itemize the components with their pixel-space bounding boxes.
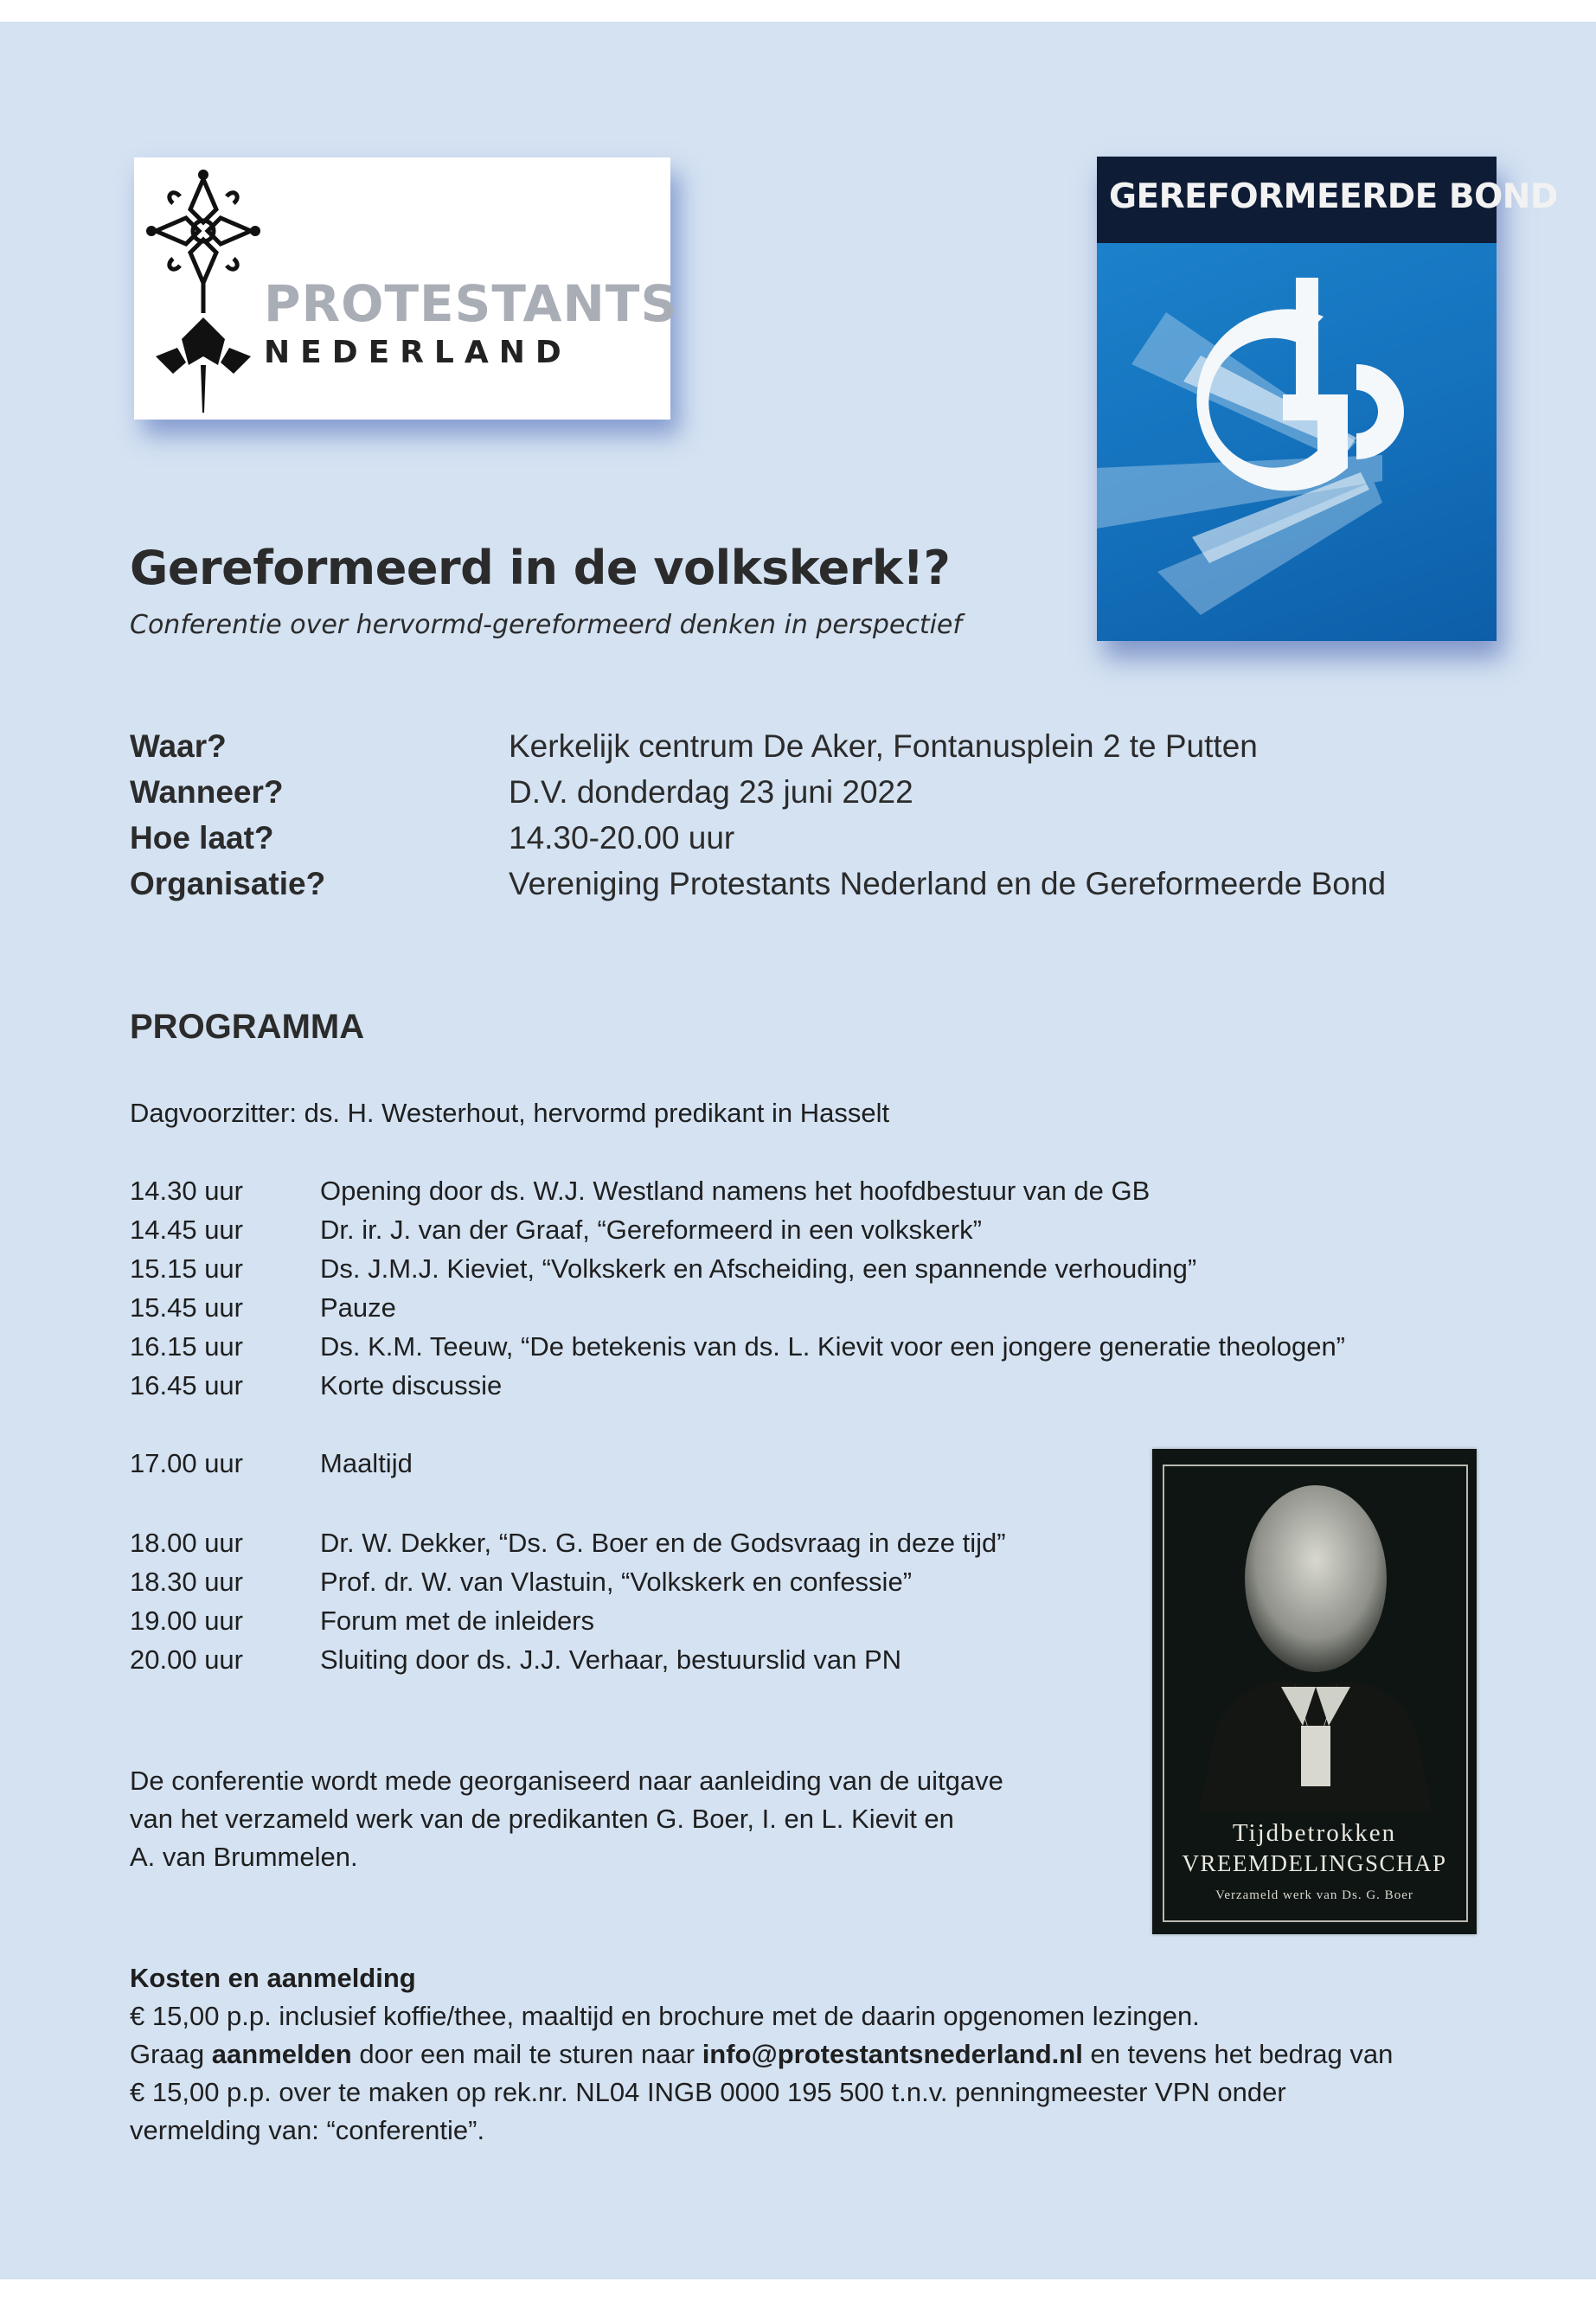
costs-line: € 15,00 p.p. over te maken op rek.nr. NL04 INGB 0000 195 500 t.n.v. penningmeester VPN onder [130, 2077, 1286, 2107]
register-emphasis: aanmelden [211, 2039, 352, 2069]
book-cover [1152, 1449, 1477, 1934]
schedule-time: 18.30 uur [130, 1567, 243, 1597]
schedule-desc: Maaltijd [320, 1448, 413, 1478]
schedule-desc: Prof. dr. W. van Vlastuin, “Volkskerk en confessie” [320, 1567, 913, 1597]
schedule-desc: Ds. J.M.J. Kieviet, “Volkskerk en Afscheiding, een spannende verhouding” [320, 1253, 1197, 1284]
logo-title: GEREFORMEERDE BOND [1109, 177, 1558, 216]
program-heading: PROGRAMMA [130, 1008, 365, 1046]
costs-line: vermelding van: “conferentie”. [130, 2115, 485, 2145]
schedule-time: 17.00 uur [130, 1448, 243, 1478]
paragraph-line: De conferentie wordt mede georganiseerd naar aanleiding van de uitgave [130, 1766, 1003, 1796]
schedule-time: 16.15 uur [130, 1331, 243, 1362]
schedule-desc: Dr. W. Dekker, “Ds. G. Boer en de Godsvraag in deze tijd” [320, 1528, 1006, 1558]
logo-wordmark-nederland: NEDERLAND [264, 335, 572, 370]
page-subtitle: Conferentie over hervormd-gereformeerd denken in perspectief [130, 610, 962, 640]
logo-title-bar [1097, 157, 1558, 243]
schedule-time: 14.45 uur [130, 1215, 243, 1245]
paragraph-line: van het verzameld werk van de predikanten G. Boer, I. en L. Kievit en [130, 1804, 954, 1834]
intro-paragraph [130, 1762, 1099, 1876]
huguenot-cross-icon [138, 162, 268, 421]
schedule-desc: Korte discussie [320, 1370, 503, 1400]
info-value: Vereniging Protestants Nederland en de Gereformeerde Bond [509, 866, 1387, 901]
costs-line-registration [130, 2035, 1393, 2073]
book-title-line2: VREEMDELINGSCHAP [1182, 1850, 1447, 1876]
info-value: 14.30-20.00 uur [509, 820, 735, 856]
email-link[interactable]: info@protestantsnederland.nl [702, 2039, 1083, 2069]
info-value: Kerkelijk centrum De Aker, Fontanusplein 2 te Putten [509, 728, 1258, 764]
book-title-line1: Tijdbetrokken [1232, 1819, 1397, 1847]
schedule-desc: Ds. K.M. Teeuw, “De betekenis van ds. L. Kievit voor een jongere generatie theologen” [320, 1331, 1346, 1362]
info-label: Hoe laat? [130, 820, 274, 856]
costs-text: Graag [130, 2039, 212, 2069]
schedule-desc: Sluiting door ds. J.J. Verhaar, bestuurslid van PN [320, 1644, 902, 1675]
flyer-page [0, 22, 1596, 2279]
schedule-time: 14.30 uur [130, 1176, 243, 1206]
costs-text: en tevens het bedrag van [1082, 2039, 1394, 2069]
info-label: Organisatie? [130, 866, 326, 901]
info-label: Waar? [130, 728, 227, 764]
costs-heading: Kosten en aanmelding [130, 1963, 416, 1993]
costs-section [130, 1959, 1393, 2150]
portrait-image [1164, 1466, 1465, 1812]
schedule-time: 15.15 uur [130, 1253, 243, 1284]
logo-wordmark-protestants: PROTESTANTS [264, 274, 678, 333]
schedule-time: 19.00 uur [130, 1606, 243, 1636]
schedule-time: 20.00 uur [130, 1644, 243, 1675]
schedule-time: 15.45 uur [130, 1292, 243, 1323]
protestants-nederland-logo [134, 157, 678, 420]
schedule-time: 16.45 uur [130, 1370, 243, 1400]
page-title: Gereformeerd in de volkskerk!? [130, 541, 951, 595]
book-subtitle: Verzameld werk van Ds. G. Boer [1215, 1888, 1413, 1902]
schedule-desc: Pauze [320, 1292, 396, 1323]
gb-monogram-icon [1097, 243, 1497, 641]
paragraph-line: A. van Brummelen. [130, 1842, 358, 1872]
costs-text: door een mail te sturen naar [351, 2039, 702, 2069]
schedule-desc: Dr. ir. J. van der Graaf, “Gereformeerd in een volkskerk” [320, 1215, 982, 1245]
costs-line: € 15,00 p.p. inclusief koffie/thee, maaltijd en brochure met de daarin opgenomen lezingen. [130, 2001, 1200, 2031]
schedule-desc: Forum met de inleiders [320, 1606, 595, 1636]
program-chair: Dagvoorzitter: ds. H. Westerhout, hervormd predikant in Hasselt [130, 1098, 890, 1128]
info-label: Wanneer? [130, 774, 284, 810]
info-value: D.V. donderdag 23 juni 2022 [509, 774, 913, 810]
schedule-desc: Opening door ds. W.J. Westland namens het hoofdbestuur van de GB [320, 1176, 1151, 1206]
schedule-time: 18.00 uur [130, 1528, 243, 1558]
gereformeerde-bond-logo [1097, 157, 1558, 641]
